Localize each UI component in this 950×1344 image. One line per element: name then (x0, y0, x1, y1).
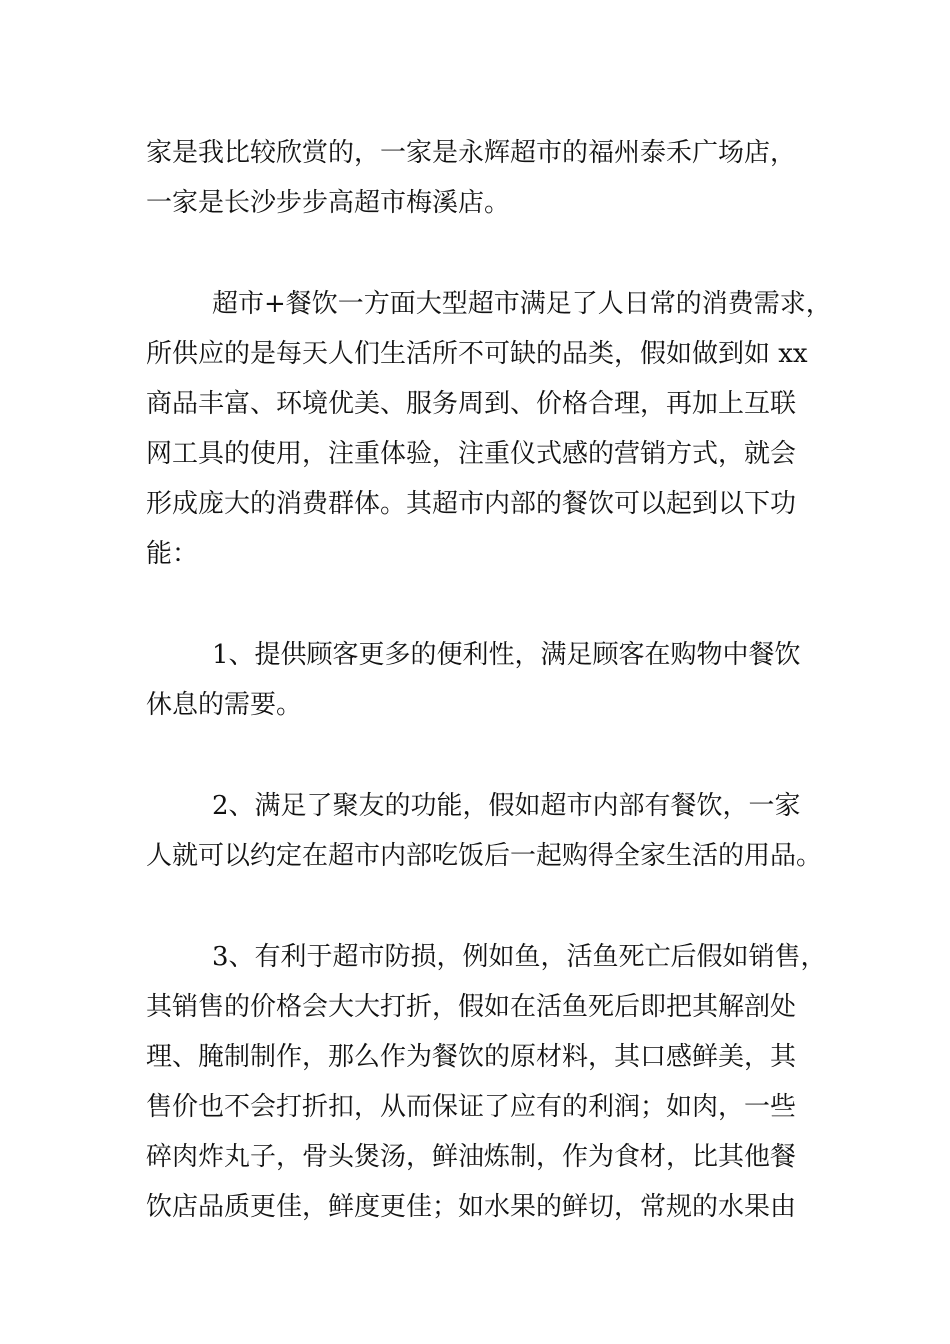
paragraph-point-2 (146, 781, 836, 881)
text-line: 3、有利于超市防损，例如鱼，活鱼死亡后假如销售， (212, 942, 827, 972)
text-line: 1、提供顾客更多的便利性，满足顾客在购物中餐饮 (212, 640, 801, 670)
paragraph-gap (146, 730, 836, 781)
text-line: 碎肉炸丸子，骨头煲汤，鲜油炼制，作为食材，比其他餐 (146, 1142, 797, 1172)
text-line: 所供应的是每天人们生活所不可缺的品类，假如做到如 xx (146, 339, 808, 369)
text-line: 家是我比较欣赏的，一家是永辉超市的福州泰禾广场店， (146, 138, 797, 168)
text-line: 其销售的价格会大大打折，假如在活鱼死后即把其解剖处 (146, 992, 797, 1022)
paragraph-store-intro (146, 128, 836, 228)
paragraph-gap (146, 228, 836, 279)
text-line: 能： (146, 539, 199, 569)
text-line: 商品丰富、环境优美、服务周到、价格合理，再加上互联 (146, 389, 797, 419)
text-line: 饮店品质更佳，鲜度更佳；如水果的鲜切，常规的水果由 (146, 1192, 797, 1222)
text-line: 2、满足了聚友的功能，假如超市内部有餐饮，一家 (212, 791, 801, 821)
paragraph-point-3 (146, 932, 836, 1232)
text-line: 理、腌制制作，那么作为餐饮的原材料，其口感鲜美，其 (146, 1042, 797, 1072)
text-line: 休息的需要。 (146, 690, 303, 720)
text-line: 网工具的使用，注重体验，注重仪式感的营销方式，就会 (146, 439, 797, 469)
text-line: 形成庞大的消费群体。其超市内部的餐饮可以起到以下功 (146, 489, 797, 519)
text-line: 人就可以约定在超市内部吃饭后一起购得全家生活的用品。 (146, 841, 823, 871)
text-line: 一家是长沙步步高超市梅溪店。 (146, 188, 511, 218)
paragraph-supermarket-dining (146, 279, 836, 579)
paragraph-gap (146, 881, 836, 932)
paragraph-point-1 (146, 630, 836, 730)
text-line: 超市+餐饮一方面大型超市满足了人日常的消费需求， (212, 289, 832, 319)
text-line: 售价也不会打折扣，从而保证了应有的利润；如肉，一些 (146, 1092, 797, 1122)
document-body (146, 128, 836, 1232)
paragraph-gap (146, 579, 836, 630)
